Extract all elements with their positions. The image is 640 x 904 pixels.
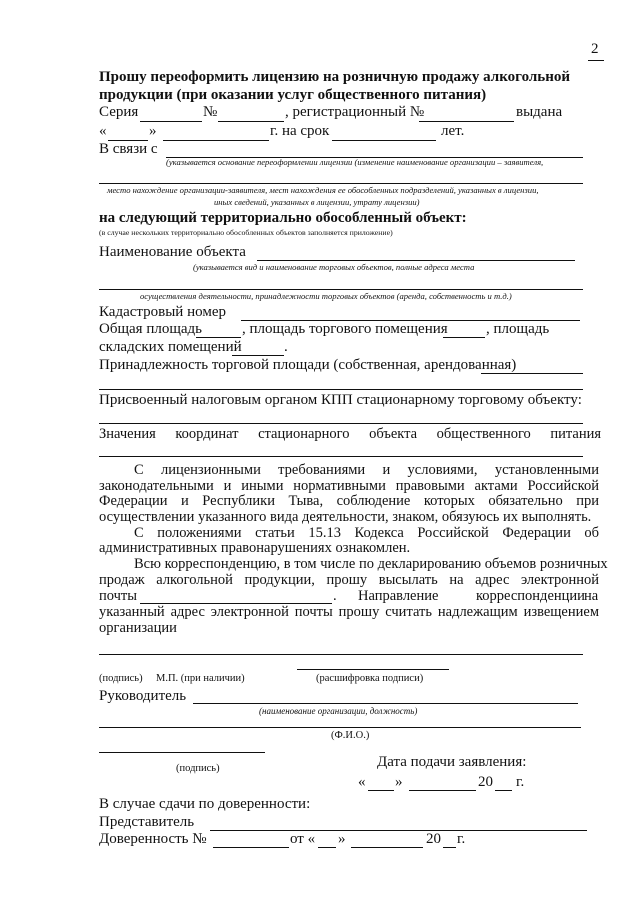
na-word: на (584, 588, 599, 604)
total-area-label: Общая площадь (99, 321, 203, 337)
representative-label: Представитель (99, 814, 195, 830)
object-name-hint-2: осуществления деятельности, принадлежности торговых объектов (аренда, собственность и т.д.) (140, 291, 512, 301)
coordinates-field[interactable] (99, 456, 583, 457)
proxy-title: В случае сдачи по доверенности: (99, 796, 311, 812)
date-month-field[interactable] (163, 140, 269, 141)
object-name-hint-1: (указывается вид и наименование торговых объектов, полные адреса места (193, 262, 475, 272)
signature-line[interactable] (99, 654, 583, 655)
agreement-p3-line-2: продаж алкогольной продукции, прошу высылать на адрес электронной (99, 572, 599, 588)
total-area-field[interactable] (196, 337, 241, 338)
reason-label: В связи с (99, 141, 158, 157)
object-name-field[interactable] (257, 260, 575, 261)
agreement-p1-line-3: Федерации и Республики Тыва, соблюдение которых обязательно при (99, 493, 599, 509)
head-hint: (наименование организации, должность) (259, 706, 418, 716)
signature-caption-2: (подпись) (176, 763, 220, 774)
email-dot: . (333, 588, 337, 604)
power-of-attorney-field[interactable] (213, 847, 289, 848)
submission-date-open: « (358, 774, 366, 790)
stamp-caption: М.П. (при наличии) (156, 673, 245, 684)
page-number: 2 (591, 41, 599, 57)
power-century: 20 (426, 831, 441, 847)
ownership-field-2[interactable] (99, 389, 583, 390)
submission-year-field[interactable] (495, 790, 512, 791)
date-open-quote: « (99, 123, 107, 139)
power-close-quote: » (338, 831, 346, 847)
storage-area-end: . (284, 339, 288, 355)
area-separator: , площадь (486, 321, 550, 337)
object-name-label: Наименование объекта (99, 244, 246, 260)
submission-date-label: Дата подачи заявления: (377, 754, 527, 770)
submission-month-field[interactable] (409, 790, 476, 791)
submission-century: 20 (478, 774, 493, 790)
trade-area-field[interactable] (443, 337, 485, 338)
trade-area-label: , площадь торгового помещения (242, 321, 448, 337)
agreement-p3-line-4: организации (99, 620, 177, 636)
signature-caption: (подпись) (99, 673, 143, 684)
storage-area-label: складских помещений (99, 339, 242, 355)
agreement-p3-line-3: указанный адрес электронной почты прошу считать надлежащим извещением (99, 604, 599, 620)
head-label: Руководитель (99, 688, 187, 704)
reason-hint-1: (указывается основание переоформлении лицензии (изменение наименование организации – заявителя, (166, 157, 544, 167)
power-of-attorney-label: Доверенность № (99, 831, 207, 847)
reg-number-label: , регистрационный № (285, 104, 425, 120)
head-field-2[interactable] (99, 727, 581, 728)
power-year-suffix: г. (457, 831, 466, 847)
reason-field-2[interactable] (99, 183, 583, 184)
signature-line-2[interactable] (99, 752, 265, 753)
issued-label: выдана (516, 104, 563, 120)
date-close-quote: » (149, 123, 157, 139)
reason-hint-3: иных сведений, указанных в лицензии, утрату лицензии) (214, 197, 420, 207)
kpp-label: Присвоенный налоговым органом КПП стационарному торговому объекту: (99, 392, 582, 408)
power-year-field[interactable] (443, 847, 456, 848)
signature-decode-caption: (расшифровка подписи) (316, 673, 424, 684)
kpp-field[interactable] (99, 423, 583, 424)
reg-number-field[interactable] (419, 121, 514, 122)
object-note: (в случае нескольких территориально обособленных объектов заполняется приложение) (99, 228, 393, 237)
cadastral-label: Кадастровый номер (99, 304, 226, 320)
signature-decode-line[interactable] (297, 669, 449, 670)
heading-line-1: Прошу переоформить лицензию на розничную продажу алкогольной (99, 69, 571, 85)
agreement-p3-line-1: Всю корреспонденцию, в том числе по декларированию объемов розничных (134, 556, 608, 572)
page-number-underline (588, 60, 604, 61)
years-label: лет. (441, 123, 465, 139)
submission-year-suffix: г. (516, 774, 525, 790)
term-field[interactable] (332, 140, 436, 141)
storage-area-field[interactable] (232, 355, 284, 356)
object-title: на следующий территориально обособленный объект: (99, 210, 467, 226)
representative-field[interactable] (210, 830, 587, 831)
agreement-p1-line-1: С лицензионными требованиями и условиями, установленными (134, 462, 599, 478)
number-field[interactable] (218, 121, 284, 122)
agreement-p2-line-2: административных правонарушениях ознакомлен. (99, 540, 411, 556)
agreement-p1-line-2: законодательными и иными нормативными правовыми актами Российской (99, 478, 599, 494)
reason-hint-2: место нахождение организации-заявителя, мест нахождения ее обособленных подразделений, указанных в лицензии, (107, 185, 539, 195)
head-field[interactable] (193, 703, 578, 704)
email-label: почты (99, 588, 138, 604)
coordinates-label: Значения координат стационарного объекта общественного питания (99, 426, 602, 442)
number-label: № (203, 104, 218, 120)
direction-word: Направление (358, 588, 439, 604)
submission-day-field[interactable] (368, 790, 394, 791)
power-day-field[interactable] (318, 847, 336, 848)
object-name-field-2[interactable] (99, 289, 583, 290)
ownership-field[interactable] (481, 373, 583, 374)
term-label: г. на срок (270, 123, 330, 139)
heading-line-2: продукции (при оказании услуг общественного питания) (99, 87, 487, 103)
fio-caption: (Ф.И.О.) (331, 730, 370, 741)
power-from-label: от « (290, 831, 316, 847)
series-field[interactable] (140, 121, 202, 122)
submission-date-close: » (395, 774, 403, 790)
power-month-field[interactable] (351, 847, 423, 848)
correspondence-word: корреспонденции (476, 588, 585, 604)
agreement-p2-line-1: С положениями статьи 15.13 Кодекса Российской Федерации об (134, 525, 599, 541)
agreement-p1-line-4: осуществлении указанного вида деятельности, знаком, обязуюсь их выполнять. (99, 509, 592, 525)
ownership-label: Принадлежность торговой площади (собственная, арендованная) (99, 357, 517, 373)
series-label: Серия (99, 104, 139, 120)
